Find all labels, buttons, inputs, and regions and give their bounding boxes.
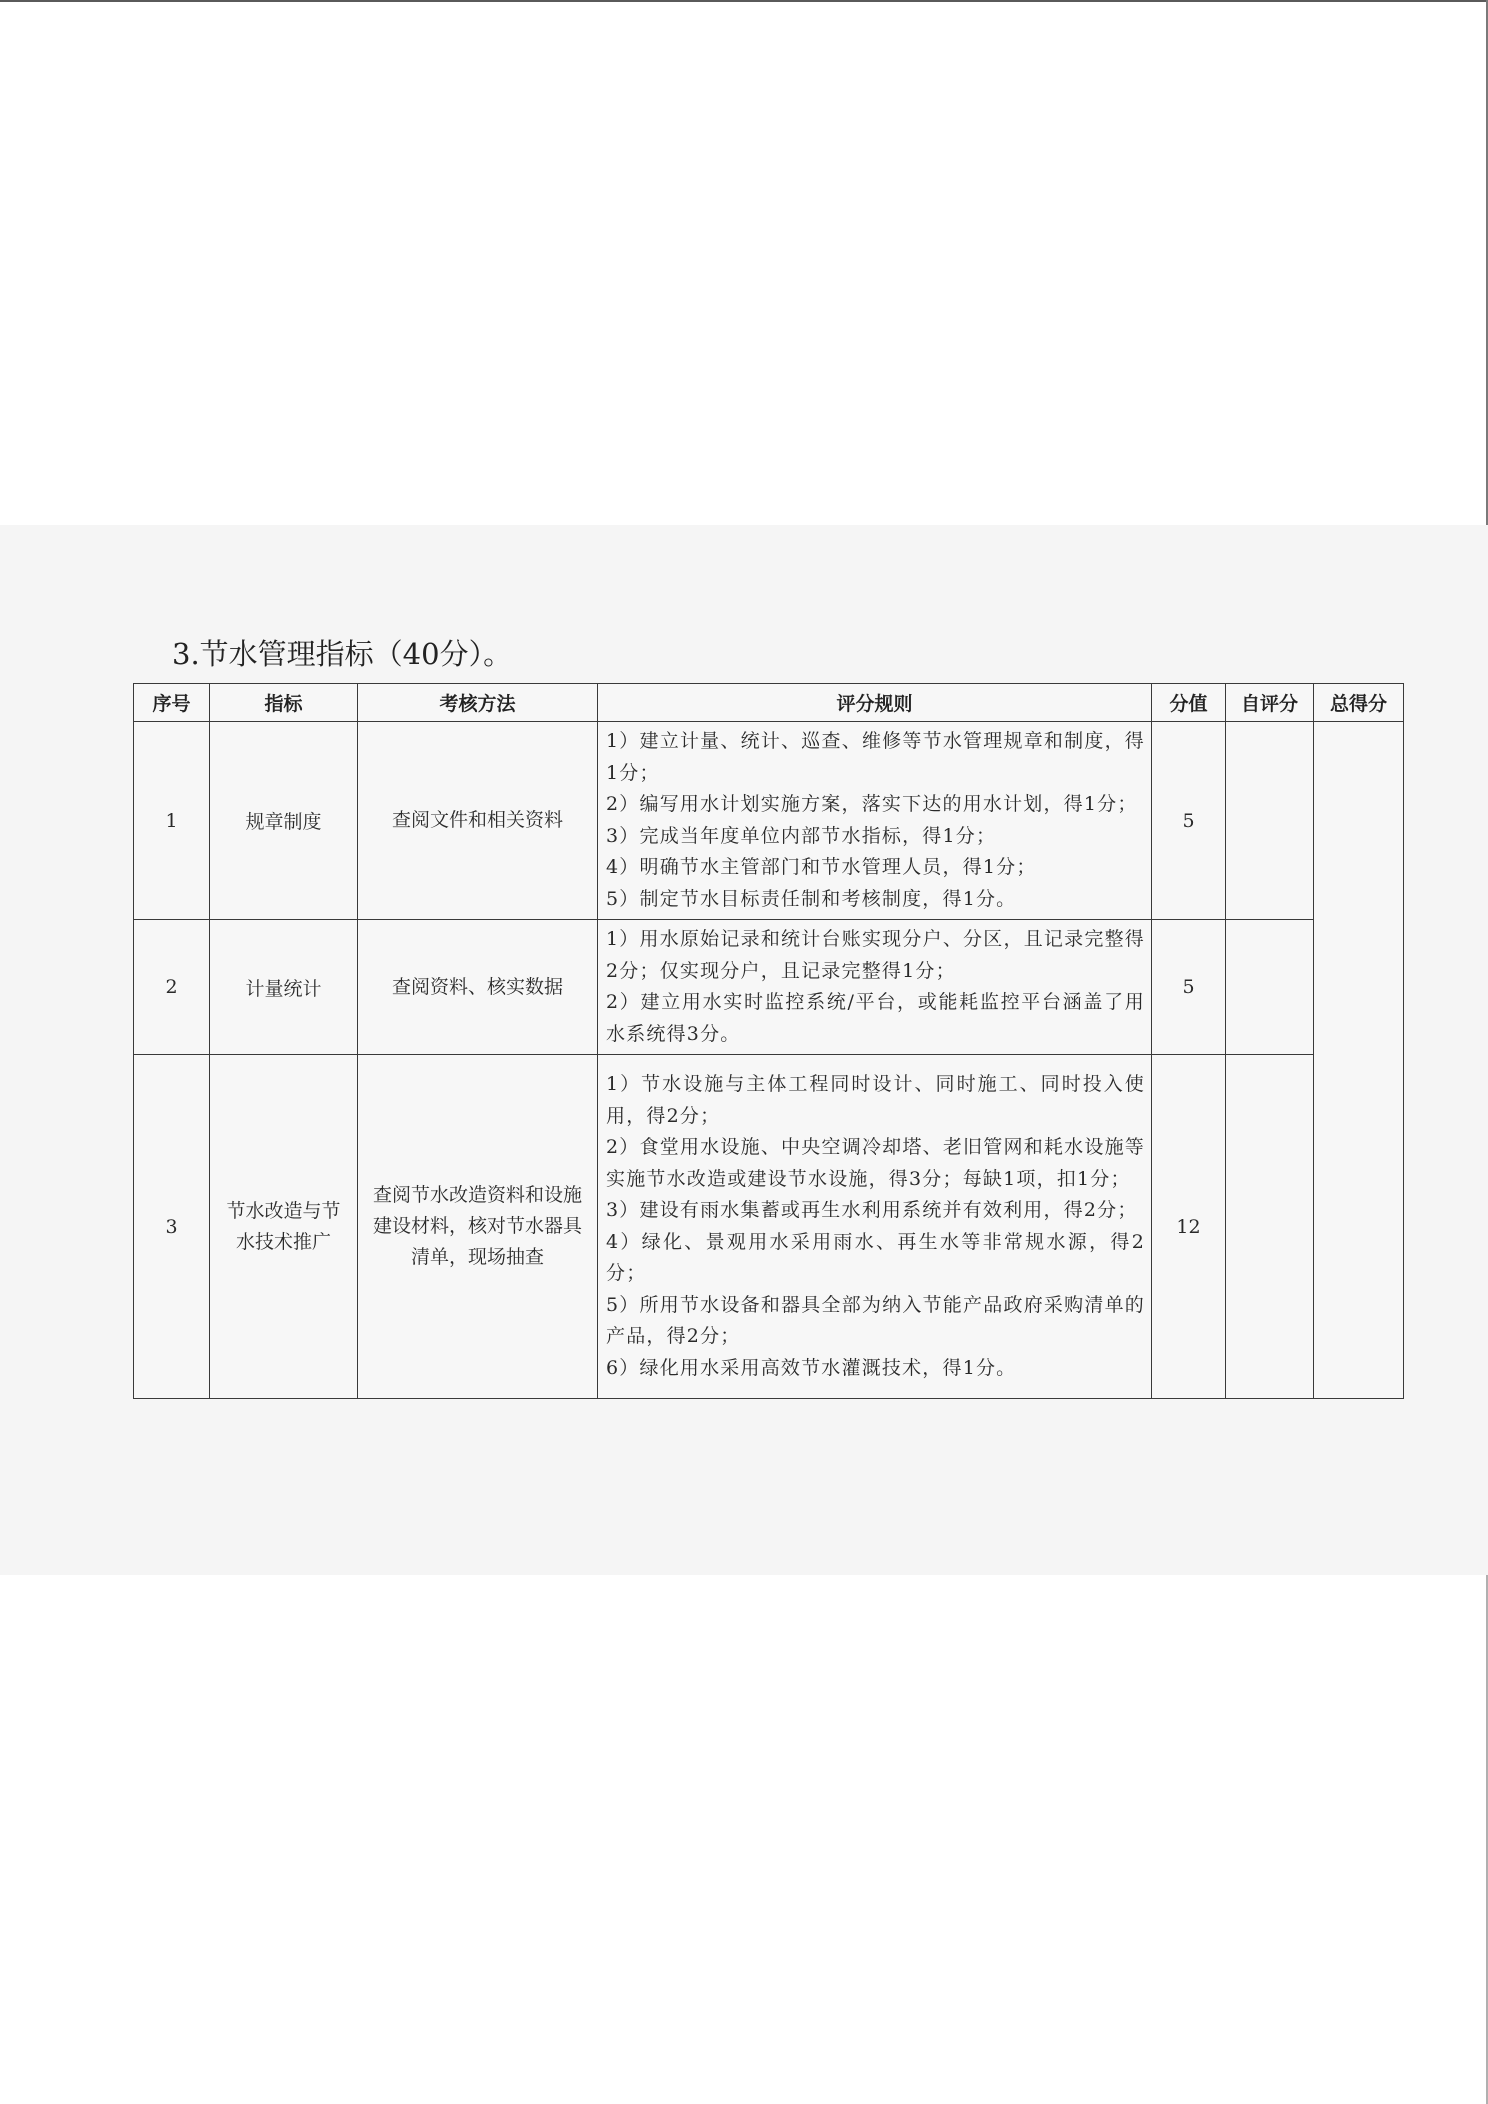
row-indicator: 计量统计 [210, 920, 358, 1055]
header-self-score: 自评分 [1226, 684, 1314, 722]
row-indicator: 规章制度 [210, 722, 358, 920]
rule-item: 2）食堂用水设施、中央空调冷却塔、老旧管网和耗水设施等实施节水改造或建设节水设施，得3分；每缺1项，扣1分； [606, 1136, 1145, 1190]
table-row [134, 722, 1404, 920]
page-edge-top [0, 0, 1488, 2]
row-self-score [1226, 920, 1314, 1055]
rule-item: 2）建立用水实时监控系统/平台，或能耗监控平台涵盖了用水系统得3分。 [606, 991, 1145, 1045]
row-points: 12 [1152, 1055, 1226, 1399]
rule-item: 6）绿化用水采用高效节水灌溉技术，得1分。 [606, 1356, 1017, 1379]
header-index: 序号 [134, 684, 210, 722]
table-header-row [134, 684, 1404, 722]
rule-item: 5）制定节水目标责任制和考核制度，得1分。 [606, 887, 1017, 910]
header-indicator: 指标 [210, 684, 358, 722]
row-method: 查阅资料、核实数据 [358, 920, 598, 1055]
row-indicator: 节水改造与节水技术推广 [210, 1055, 358, 1399]
rule-item: 3）建设有雨水集蓄或再生水利用系统并有效利用，得2分； [606, 1199, 1138, 1221]
row-index: 1 [134, 722, 210, 920]
rule-item: 4）明确节水主管部门和节水管理人员，得1分； [606, 856, 1037, 878]
rule-item: 4）绿化、景观用水采用雨水、再生水等非常规水源，得2分； [606, 1230, 1145, 1284]
table-row [134, 920, 1404, 1055]
row-self-score [1226, 722, 1314, 920]
header-rules: 评分规则 [598, 684, 1152, 722]
scoring-table [133, 683, 1404, 1399]
row-method: 查阅文件和相关资料 [358, 722, 598, 920]
row-rules [598, 920, 1152, 1055]
row-index: 3 [134, 1055, 210, 1399]
table-row [134, 1055, 1404, 1399]
row-rules [598, 1055, 1152, 1399]
row-self-score [1226, 1055, 1314, 1399]
row-points: 5 [1152, 722, 1226, 920]
header-method: 考核方法 [358, 684, 598, 722]
total-score-cell [1314, 722, 1404, 1399]
section-title: 3.节水管理指标（40分）。 [172, 637, 513, 671]
rule-item: 1）节水设施与主体工程同时设计、同时施工、同时投入使用，得2分； [606, 1073, 1145, 1127]
rule-item: 1）用水原始记录和统计台账实现分户、分区，且记录完整得2分；仅实现分户，且记录完整得1分； [606, 928, 1145, 982]
rule-item: 2）编写用水计划实施方案，落实下达的用水计划，得1分； [606, 793, 1138, 815]
rule-item: 3）完成当年度单位内部节水指标，得1分； [606, 824, 997, 847]
row-method: 查阅节水改造资料和设施建设材料，核对节水器具清单，现场抽查 [358, 1055, 598, 1399]
row-index: 2 [134, 920, 210, 1055]
header-total-score: 总得分 [1314, 684, 1404, 722]
rule-item: 1）建立计量、统计、巡查、维修等节水管理规章和制度，得1分； [606, 730, 1145, 784]
row-points: 5 [1152, 920, 1226, 1055]
rule-item: 5）所用节水设备和器具全部为纳入节能产品政府采购清单的产品，得2分； [606, 1293, 1145, 1347]
header-points: 分值 [1152, 684, 1226, 722]
row-rules [598, 722, 1152, 920]
